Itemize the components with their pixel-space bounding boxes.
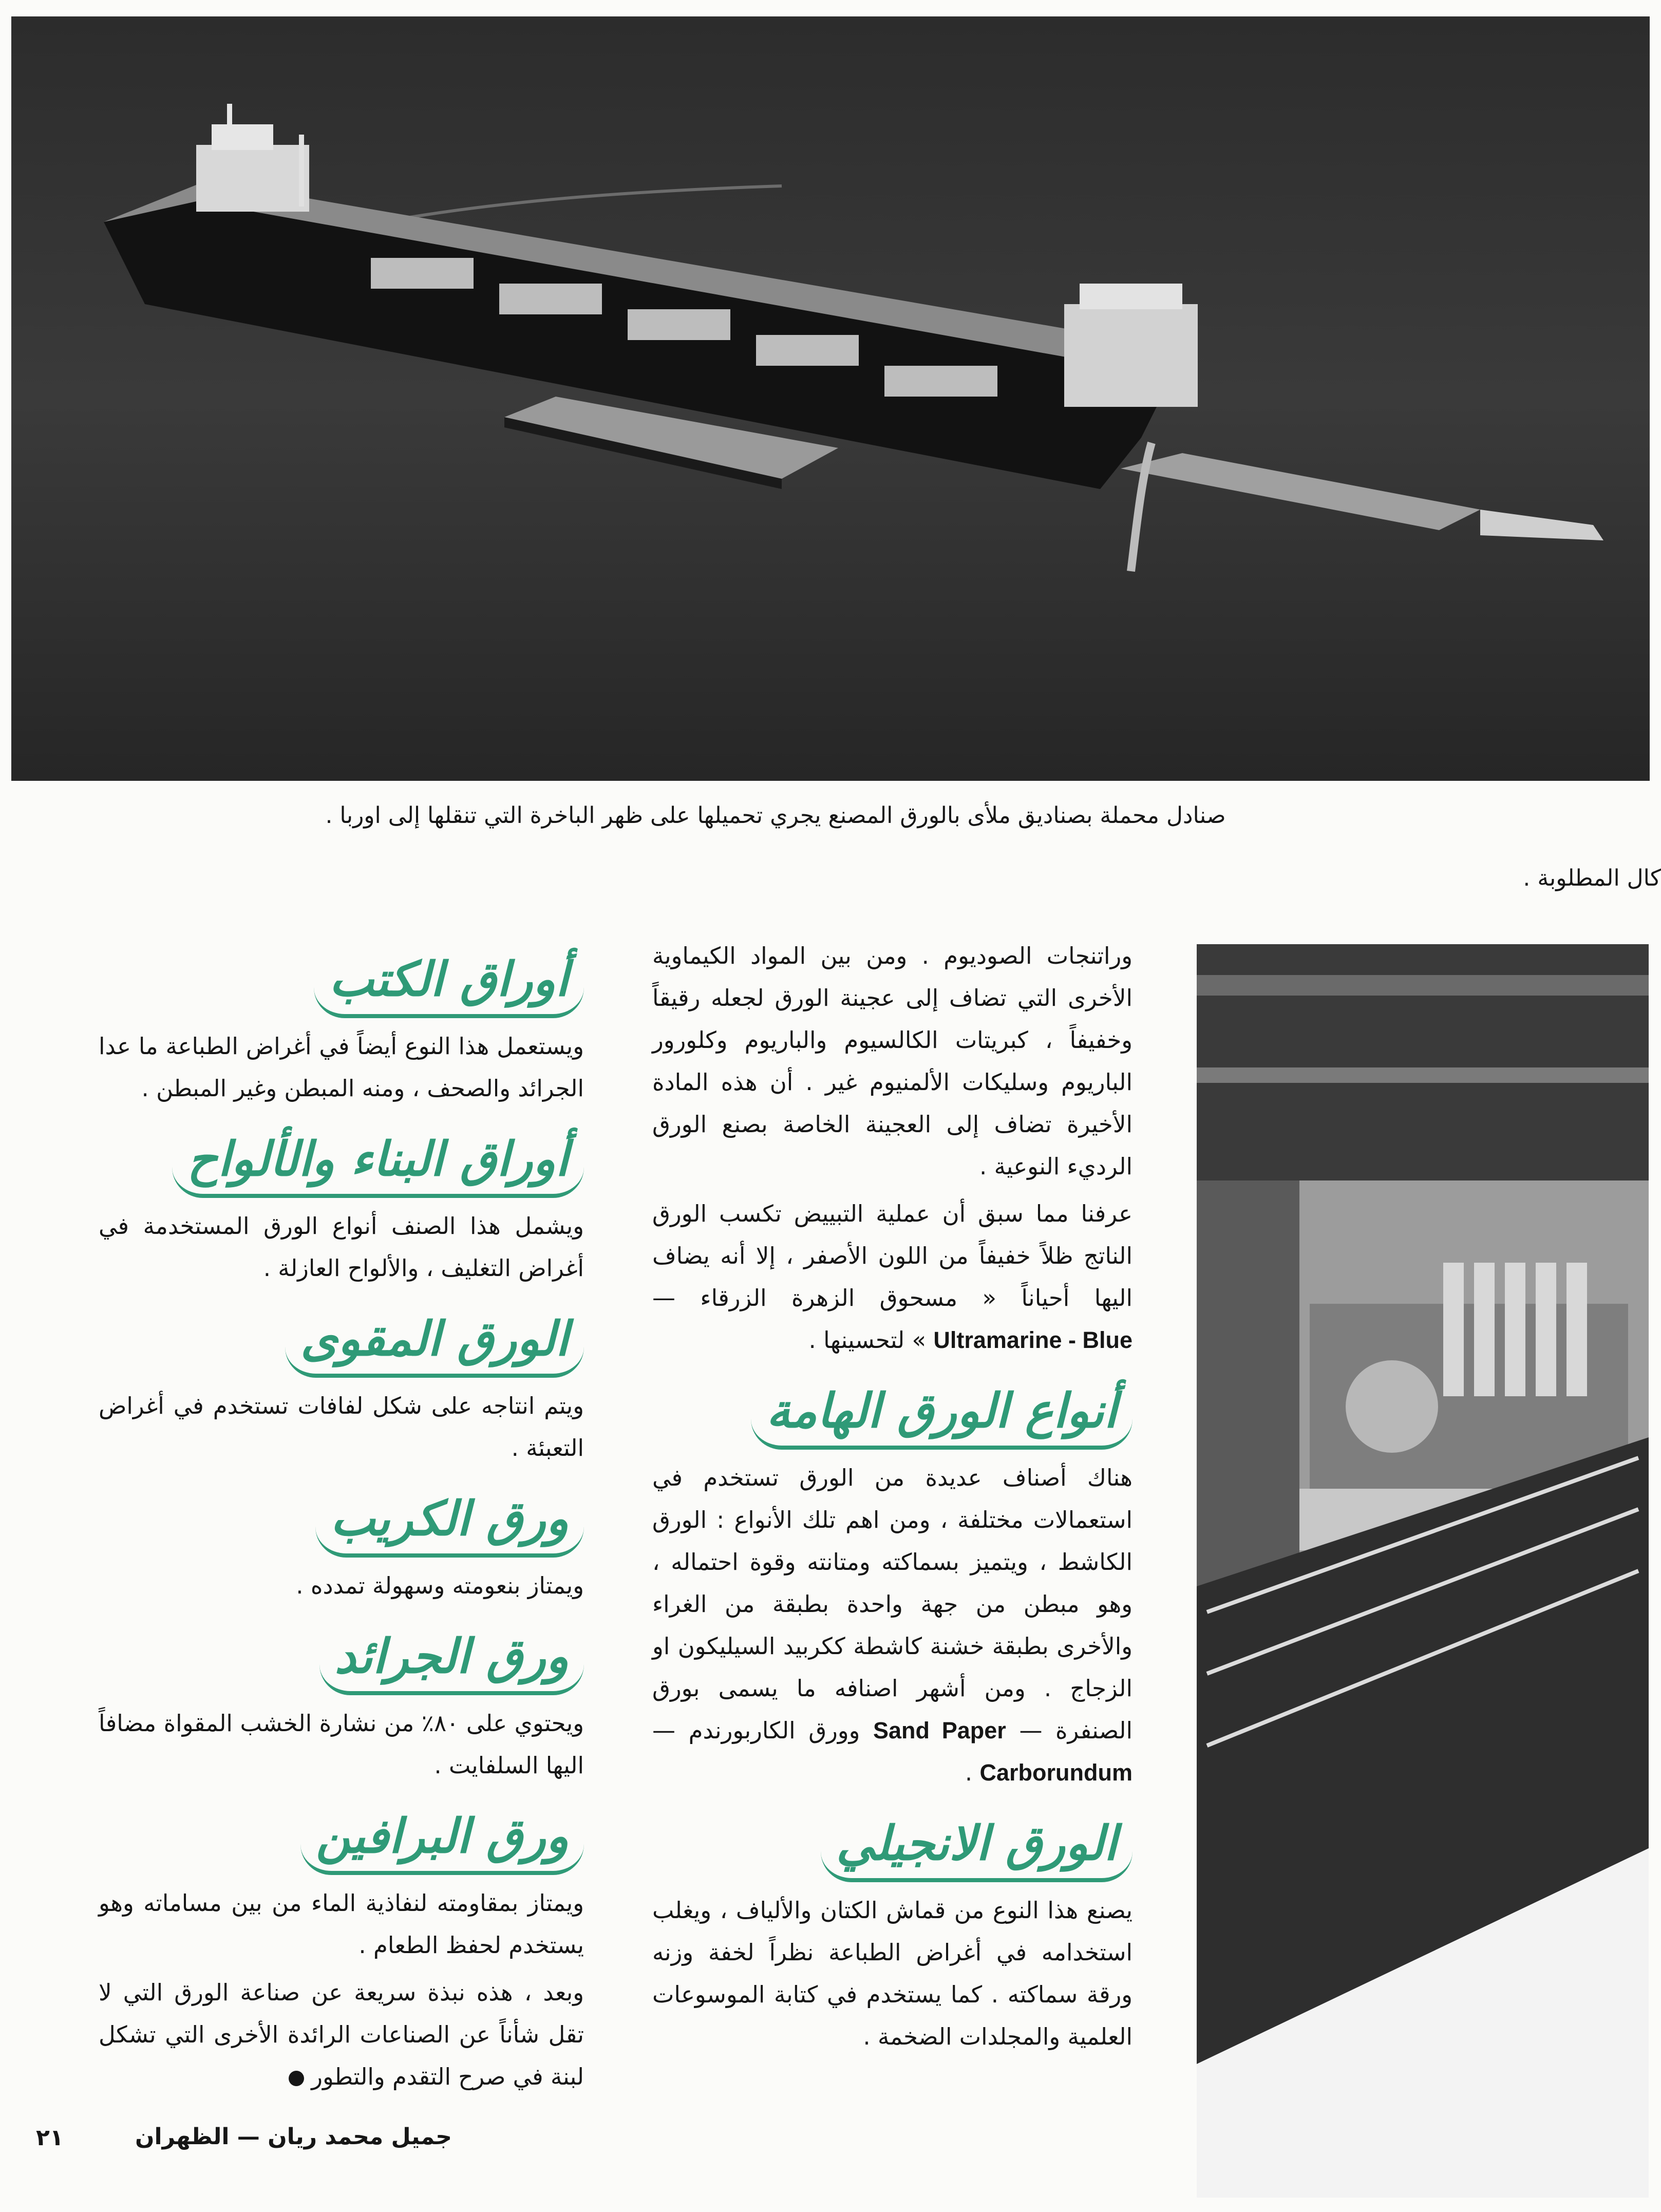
paragraph-conclusion <box>99 1972 584 2098</box>
heading-reinforced-paper: الورق المقوى <box>285 1306 584 1378</box>
paragraph-abrasive <box>652 1457 1132 1794</box>
latin-ultramarine: Ultramarine - Blue <box>933 1327 1132 1353</box>
heading-newsprint: ورق الجرائد <box>319 1623 584 1695</box>
ship-illustration <box>11 16 1650 781</box>
heading-important-types: أنواع الورق الهامة <box>751 1378 1132 1450</box>
paragraph-reinforced-paper: ويتم انتاجه على شكل لفافات تستخدم في أغراض التعبئة . <box>99 1392 584 1461</box>
paragraph-bleaching-end: » لتحسينها . <box>808 1326 927 1354</box>
paragraph-bible-paper: يصنع هذا النوع من قماش الكتان والألياف ، ويغلب استخدامه في أغراض الطباعة نظراً لخفة وزنه ورقة سماكته . كما يستخدم في كتابة الموسوعات العلمية والمجلدات الضخمة . <box>652 1897 1132 2050</box>
heading-bible-paper: الورق الانجيلي <box>821 1810 1132 1882</box>
paragraph-building-paper: ويشمل هذا الصنف أنواع الورق المستخدمة في أغراض التغليف ، والألواح العازلة . <box>99 1212 584 1282</box>
paragraph-bleaching <box>652 1193 1132 1361</box>
paragraph-conclusion-text: وبعد ، هذه نبذة سريعة عن صناعة الورق التي لا تقل شأناً عن الصناعات الرائدة الأخرى التي تشكل لبنة في صرح التقدم والتطور <box>99 1979 584 2090</box>
text-fragment: كال المطلوبة . <box>1523 865 1661 891</box>
photo-caption: صنادل محملة بصناديق ملأى بالورق المصنع يجري تحميلها على ظهر الباخرة التي تنقلها إلى اوربا . <box>325 802 1226 829</box>
paragraph-abrasive-mid: وورق الكاربورندم — <box>652 1717 860 1744</box>
paragraph-chemicals: وراتنجات الصوديوم . ومن بين المواد الكيماوية الأخرى التي تضاف إلى عجينة الورق لجعله رقيقاً وخفيفاً ، كبريتات الكالسيوم والباريوم وكلورور الباريوم وسليكات الألمنيوم غير . أن هذه المادة الأخيرة تضاف إلى العجينة الخاصة بصنع الورق الرديء النوعية . <box>652 942 1132 1180</box>
end-mark-icon <box>289 2071 304 2086</box>
paragraph-bleaching-text: عرفنا مما سبق أن عملية التبييض تكسب الورق الناتج ظلاً خفيفاً من اللون الأصفر ، إلا أنه يضاف اليها أحياناً « مسحوق الزهرة الزرقاء — <box>652 1200 1132 1311</box>
right-column <box>99 935 584 2103</box>
factory-illustration <box>1197 944 1649 2198</box>
paragraph-book-paper: ويستعمل هذا النوع أيضاً في أغراض الطباعة ما عدا الجرائد والصحف ، ومنه المبطن وغير المبطن . <box>99 1033 584 1102</box>
middle-column <box>652 935 1132 2063</box>
ship-photo <box>11 16 1650 781</box>
heading-building-paper: أوراق البناء والألواح <box>172 1126 584 1198</box>
factory-photo <box>1197 944 1649 2198</box>
paragraph-newsprint: ويحتوي على ٨٠٪ من نشارة الخشب المقواة مضافاً اليها السلفايت . <box>99 1710 584 1779</box>
paragraph-abrasive-text: هناك أصناف عديدة من الورق تستخدم في استعمالات مختلفة ، ومن اهم تلك الأنواع : الورق الكاشط ، ويتميز بسماكته ومتانته وقوة احتماله ، وهو مبطن من جهة واحدة بطبقة من الغراء والأخرى بطبقة خشنة كاشطة ككربيد السيليكون او الزجاج . ومن أشهر اصنافه ما يسمى بورق الصنفرة — <box>652 1464 1133 1744</box>
paragraph-crepe-paper: ويمتاز بنعومته وسهولة تمدده . <box>296 1572 584 1599</box>
paragraph-abrasive-end: . <box>965 1759 973 1786</box>
heading-paraffin-paper: ورق البرافين <box>300 1803 584 1875</box>
latin-carborundum: Carborundum <box>979 1759 1132 1786</box>
author-byline: جميل محمد ريان — الظهران <box>135 2124 452 2150</box>
paragraph-paraffin-paper: ويمتاز بمقاومته لنفاذية الماء من بين مساماته وهو يستخدم لحفظ الطعام . <box>99 1889 584 1959</box>
latin-sand-paper: Sand Paper <box>873 1717 1006 1744</box>
heading-crepe-paper: ورق الكريب <box>315 1486 584 1558</box>
heading-book-paper: أوراق الكتب <box>314 946 584 1018</box>
page-number: ٢١ <box>36 2125 64 2151</box>
